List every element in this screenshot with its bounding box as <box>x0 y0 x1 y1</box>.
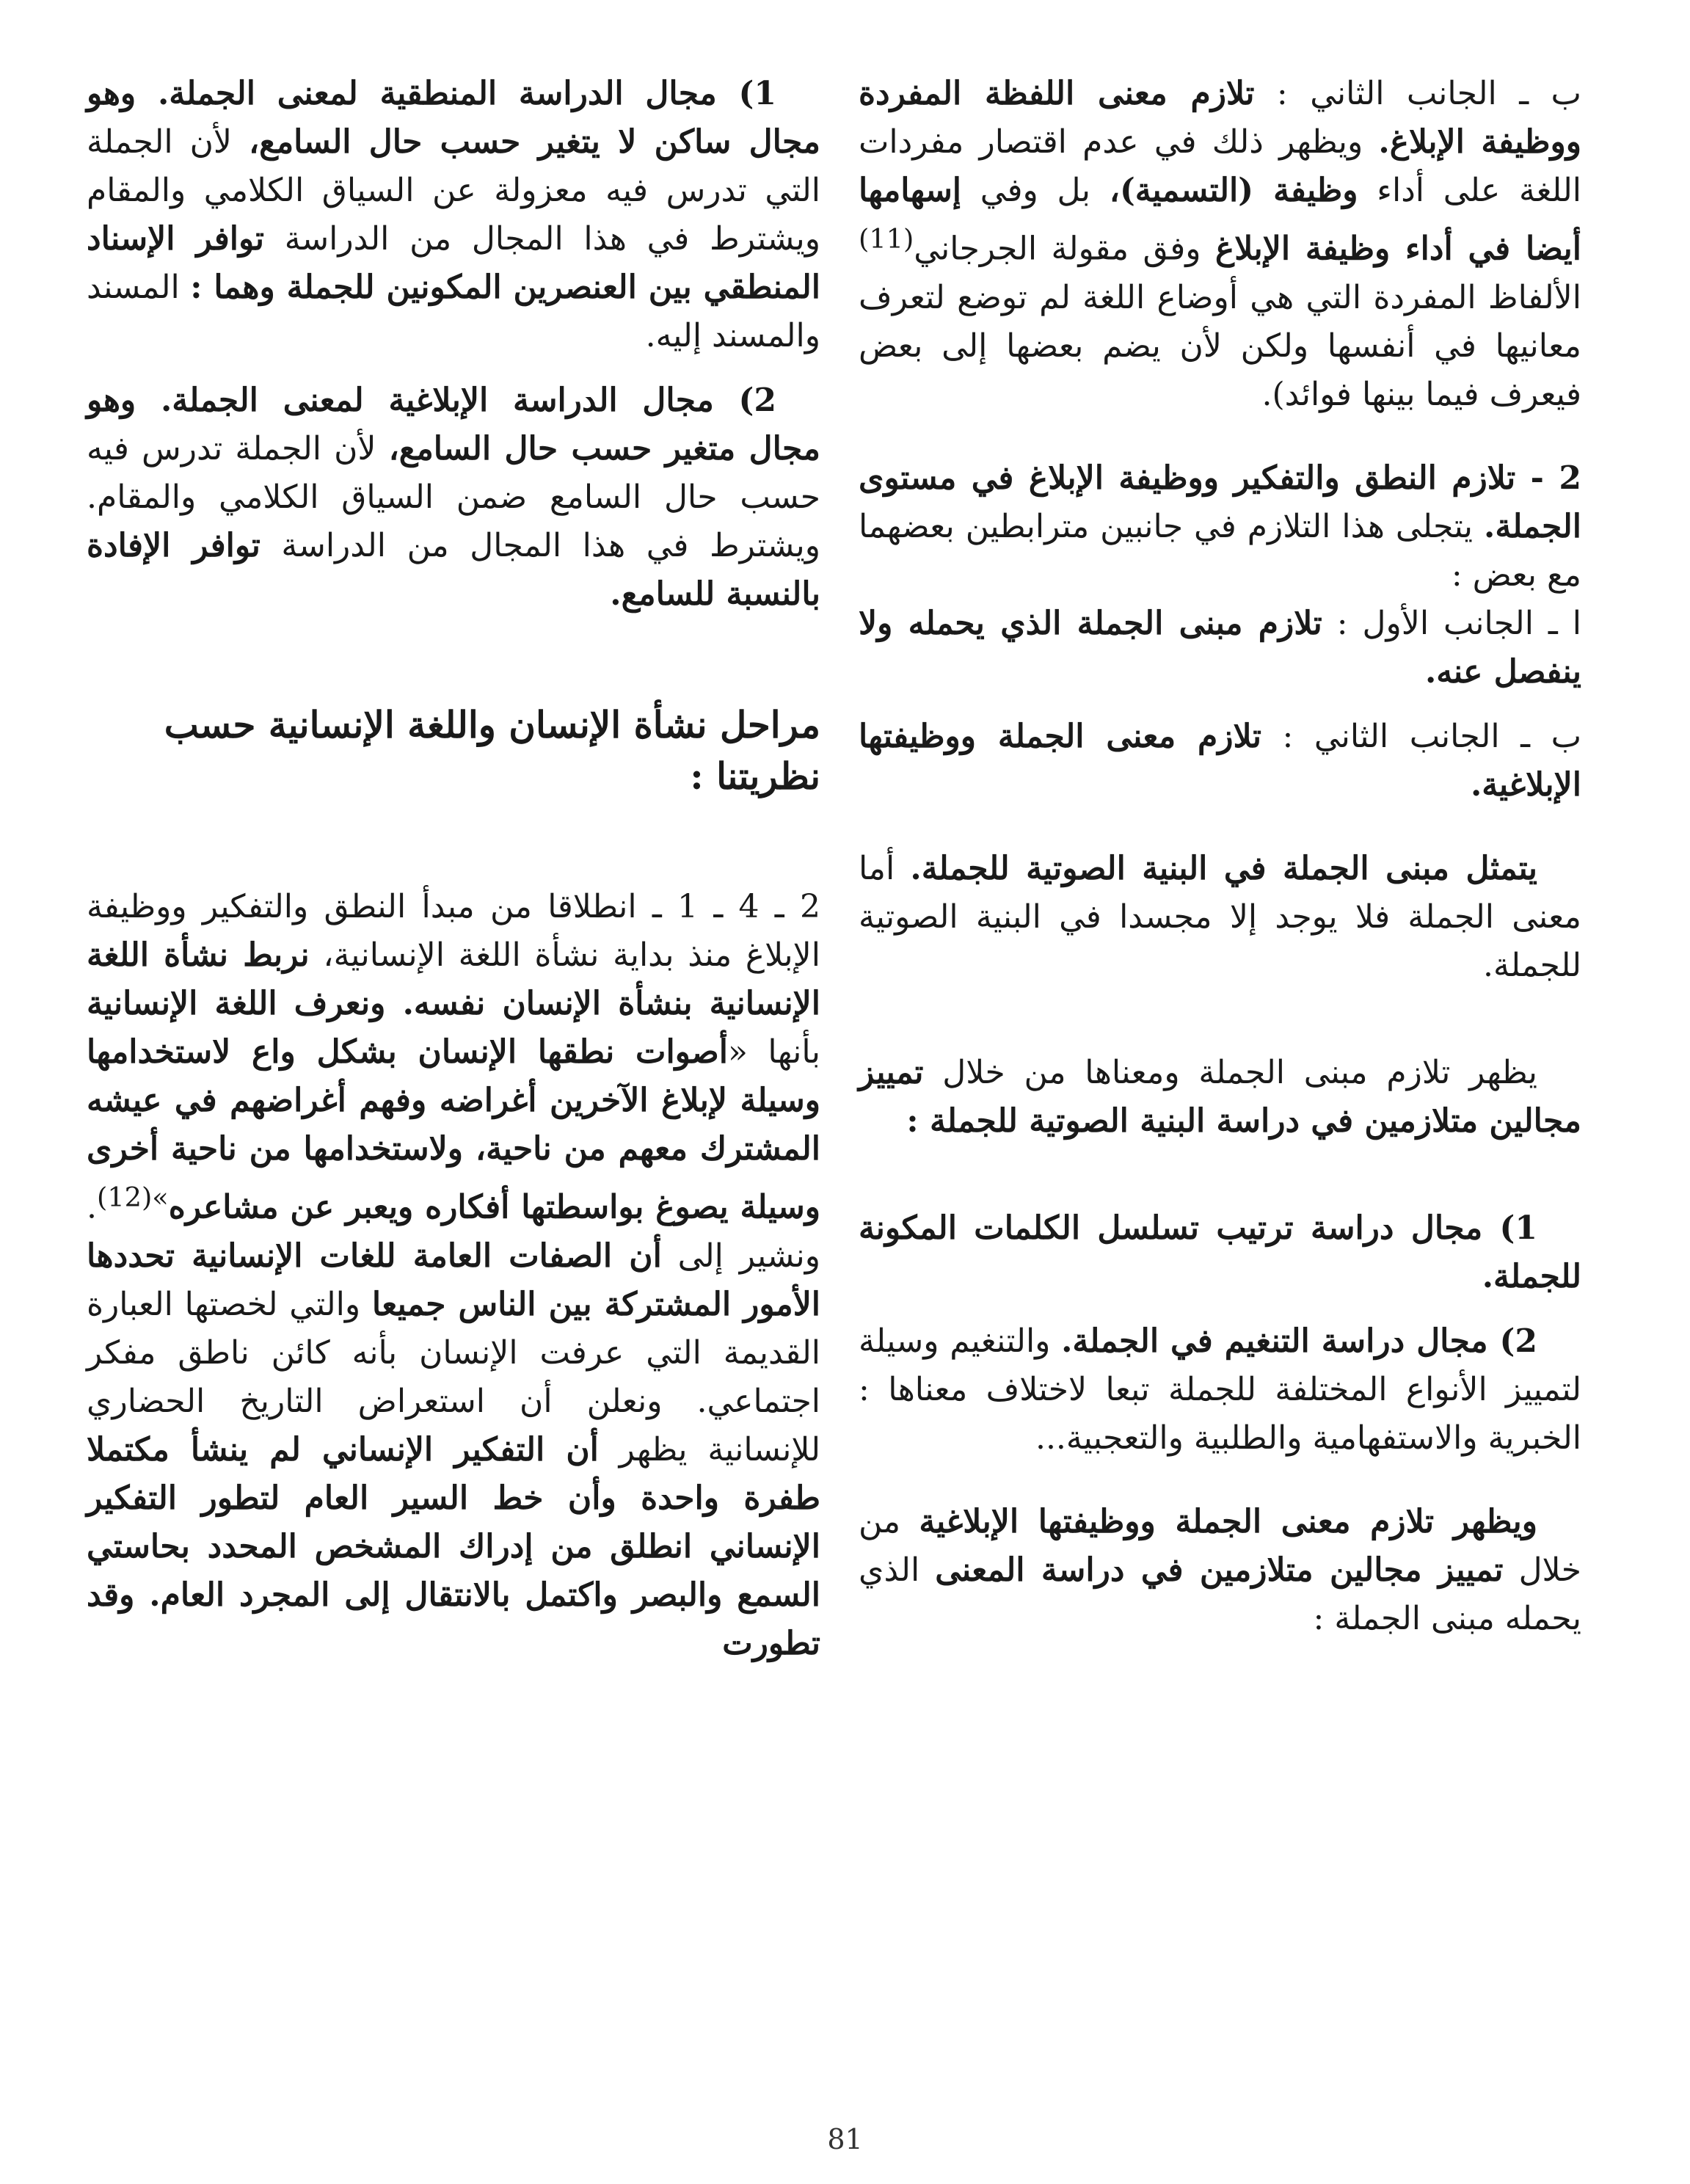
paragraph-field-word-order: 1) مجال دراسة ترتيب تسلسل الكلمات المكونة للجملة. <box>859 1209 1581 1295</box>
paragraph-sentence-structure: يتمثل مبنى الجملة في البنية الصوتية للجملة. أما معنى الجملة فلا يوجد إلا مجسدا في البنية الصوتية للجملة. <box>859 849 1581 984</box>
paragraph-aspect-b-sentence: ب ـ الجانب الثاني : تلازم معنى الجملة ووظيفتها الإبلاغية. <box>859 717 1581 804</box>
section-heading: مراحل نشأة الإنسان واللغة الإنسانية حسب نظريتنا : <box>164 703 820 798</box>
paragraph-aspect-b-word: ب ـ الجانب الثاني : تلازم معنى اللفظة المفردة ووظيفة الإبلاغ. ويظهر ذلك في عدم اقتصار مفردات اللغة على أداء وظيفة (التسمية)، بل وفي إسهامها أيضا في أداء وظيفة الإبلاغ وفق مقولة الجرجاني$^{(11)}$ الألفاظ المفردة التي هي أوضاع اللغة لم توضع لتعرف معانيها في أنفسها ولكن لأن يضم بعضها إلى بعض فيعرف فيما بينها فوائد). <box>859 75 1581 413</box>
paragraph-field-intonation: 2) مجال دراسة التنغيم في الجملة. والتنغيم وسيلة لتمييز الأنواع المختلفة للجملة تبعا لاختلاف معناها : الخبرية والاستفهامية والطلبية والتعجبية... <box>859 1322 1581 1457</box>
paragraph-section-2: 2 - تلازم النطق والتفكير ووظيفة الإبلاغ في مستوى الجملة. يتجلى هذا التلازم في جانبين مترابطين بعضهما مع بعض : <box>859 459 1581 594</box>
paragraph-aspect-a-sentence: ا ـ الجانب الأول : تلازم مبنى الجملة الذي يحمله ولا ينفصل عنه. <box>859 604 1581 691</box>
footnote-ref: (11) <box>859 223 914 255</box>
paragraph-communicative-study: 2) مجال الدراسة الإبلاغية لمعنى الجملة. وهو مجال متغير حسب حال السامع، لأن الجملة تدرس فيه حسب حال السامع ضمن السياق الكلامي والمقام. ويشترط في هذا المجال من الدراسة توافر الإفادة بالنسبة للسامع. <box>87 382 820 613</box>
paragraph-two-fields-meaning: ويظهر تلازم معنى الجملة ووظيفتها الإبلاغية من خلال تمييز مجالين متلازمين في دراسة المعنى الذي يحمله مبنى الجملة : <box>859 1502 1582 1637</box>
paragraph-origins: 2 ـ 4 ـ 1 ـ انطلاقا من مبدأ النطق والتفكير ووظيفة الإبلاغ منذ بداية نشأة اللغة الإنسانية، نربط نشأة اللغة الإنسانية بنشأة الإنسان نفسه. ونعرف اللغة الإنسانية بأنها «أصوات نطقها الإنسان بشكل واع لاستخدامها وسيلة لإبلاغ الآخرين أغراضه وفهم أغراضهم في عيشه المشترك معهم من ناحية، ولاستخدامها من ناحية أخرى وسيلة يصوغ بواسطتها أفكاره ويعبر عن مشاعره$^{»(12)}$. ونشير إلى أن الصفات العامة للغات الإنسانية تحددها الأمور المشتركة بين الناس جميعا والتي لخصتها العبارة القديمة التي عرفت الإنسان بأنه كائن ناطق مفكر اجتماعي. ونعلن أن استعراض التاريخ الحضاري للإنسانية يظهر أن التفكير الإنساني لم ينشأ مكتملا طفرة واحدة وأن خط السير العام لتطور التفكير الإنساني انطلق من إدراك المشخص المحدد بحاستي السمع والبصر واكتمل بالانتقال إلى المجرد العام. وقد تطورت <box>87 888 821 1662</box>
paragraph-two-fields-structure: يظهر تلازم مبنى الجملة ومعناها من خلال تمييز مجالين متلازمين في دراسة البنية الصوتية للجملة : <box>859 1053 1581 1140</box>
footnote-ref: »(12) <box>97 1182 169 1213</box>
paragraph-logical-study: 1) مجال الدراسة المنطقية لمعنى الجملة. وهو مجال ساكن لا يتغير حسب حال السامع، لأن الجملة التي تدرس فيه معزولة عن السياق الكلامي والمقام ويشترط في هذا المجال من الدراسة توافر الإسناد المنطقي بين العنصرين المكونين للجملة وهما : المسند والمسند إليه. <box>87 75 820 354</box>
page-number: 81 <box>827 2123 863 2155</box>
left-column <box>87 70 820 1668</box>
right-column <box>859 70 1581 1643</box>
